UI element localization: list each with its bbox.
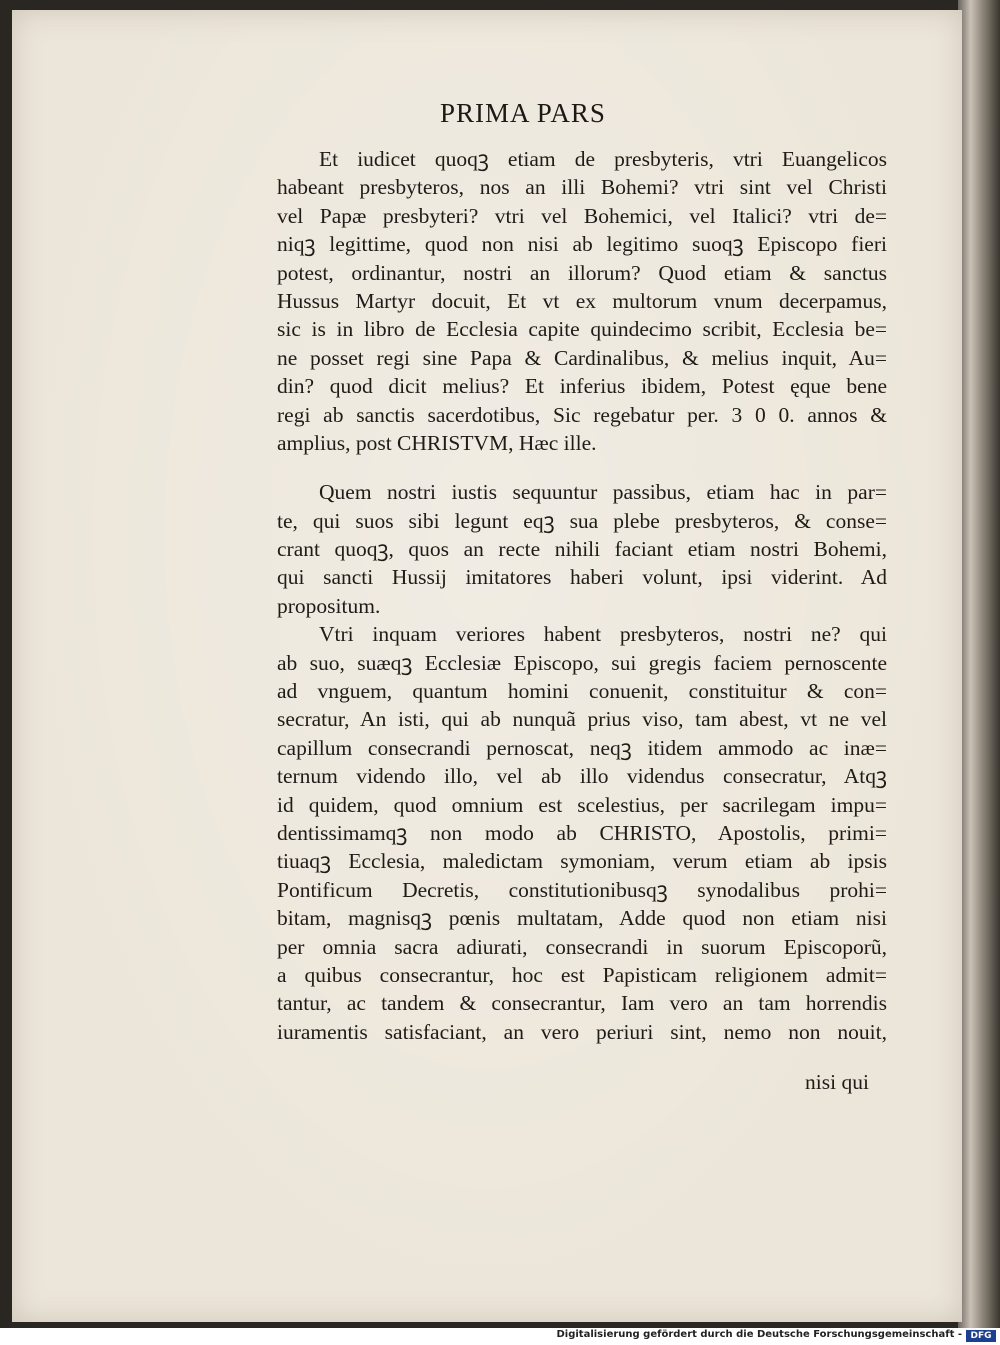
- text-line: a quibus consecrantur, hoc est Papisticam religionem admit=: [277, 962, 887, 987]
- text-line: id quidem, quod omnium est scelestius, per sacrilegam impu=: [277, 792, 887, 817]
- text-line: per omnia sacra adiurati, consecrandi in suorum Episcoporũ,: [277, 934, 887, 959]
- text-line: vel Papæ presbyteri? vtri vel Bohemici, vel Italici? vtri de=: [277, 203, 887, 228]
- book-edge: [958, 0, 1000, 1328]
- text-line: habeant presbyteros, nos an illi Bohemi? vtri sint vel Christi: [277, 175, 887, 200]
- paragraph-2: [277, 478, 887, 620]
- text-line: crant quoqꝫ, quos an recte nihili faciant etiam nostri Bohemi,: [277, 537, 887, 562]
- text-line: tiuaqꝫ Ecclesia, maledictam symoniam, verum etiam ab ipsis: [277, 849, 887, 874]
- text-line: ab suo, suæqꝫ Ecclesiæ Episcopo, sui gregis faciem pernoscente: [277, 650, 887, 675]
- main-text: [277, 145, 887, 1046]
- text-line: amplius, post CHRISTVM, Hæc ille.: [277, 430, 597, 455]
- text-line: potest, ordinantur, nostri an illorum? Quod etiam & sanctus: [277, 260, 887, 285]
- text-line: Quem nostri iustis sequuntur passibus, etiam hac in par=: [319, 480, 887, 505]
- footer-credit: Digitalisierung gefördert durch die Deutsche Forschungsgemeinschaft -: [556, 1329, 962, 1340]
- text-line: propositum.: [277, 593, 381, 618]
- text-line: bitam, magnisqꝫ pœnis multatam, Adde quod non etiam nisi: [277, 906, 887, 931]
- paragraph-3: [277, 620, 887, 1046]
- paragraph-1: [277, 145, 887, 457]
- text-line: te, qui suos sibi legunt eqꝫ sua plebe presbyteros, & conse=: [277, 508, 887, 533]
- running-head: PRIMA PARS: [440, 98, 606, 128]
- dfg-logo: DFG: [966, 1330, 996, 1342]
- text-line: qui sancti Hussij imitatores haberi volunt, ipsi viderint. Ad: [277, 565, 887, 590]
- digitization-footer: [0, 1328, 1000, 1345]
- text-line: Pontificum Decretis, constitutionibusqꝫ synodalibus prohi=: [277, 877, 887, 902]
- text-line: Hussus Martyr docuit, Et vt ex multorum vnum decerpamus,: [277, 288, 887, 313]
- text-line: capillum consecrandi pernoscat, neqꝫ itidem ammodo ac inæ=: [277, 735, 887, 760]
- text-line: sic is in libro de Ecclesia capite quindecimo scribit, Ecclesia be=: [277, 317, 887, 342]
- text-line: niqꝫ legittime, quod non nisi ab legitimo suoqꝫ Episcopo fieri: [277, 232, 887, 257]
- text-line: tantur, ac tandem & consecrantur, Iam vero an tam horrendis: [277, 991, 887, 1016]
- text-line: ad vnguem, quantum homini conuenit, constituitur & con=: [277, 679, 887, 704]
- text-line: dentissimamqꝫ non modo ab CHRISTO, Apostolis, primi=: [277, 820, 887, 845]
- text-line: ternum videndo illo, vel ab illo videndus consecratur, Atqꝫ: [277, 764, 887, 789]
- catchword: nisi qui: [805, 1070, 869, 1094]
- text-line: din? quod dicit melius? Et inferius ibidem, Potest ęque bene: [277, 374, 887, 399]
- text-line: regi ab sanctis sacerdotibus, Sic regebatur per. 3 0 0. annos &: [277, 402, 887, 427]
- text-line: ne posset regi sine Papa & Cardinalibus, & melius inquit, Au=: [277, 345, 887, 370]
- text-line: secratur, An isti, qui ab nunquã prius viso, tam abest, vt ne vel: [277, 707, 887, 732]
- text-line: Vtri inquam veriores habent presbyteros, nostri ne? qui: [319, 622, 887, 647]
- text-line: iuramentis satisfaciant, an vero periuri sint, nemo non nouit,: [277, 1019, 887, 1044]
- text-line: Et iudicet quoqꝫ etiam de presbyteris, vtri Euangelicos: [319, 147, 887, 171]
